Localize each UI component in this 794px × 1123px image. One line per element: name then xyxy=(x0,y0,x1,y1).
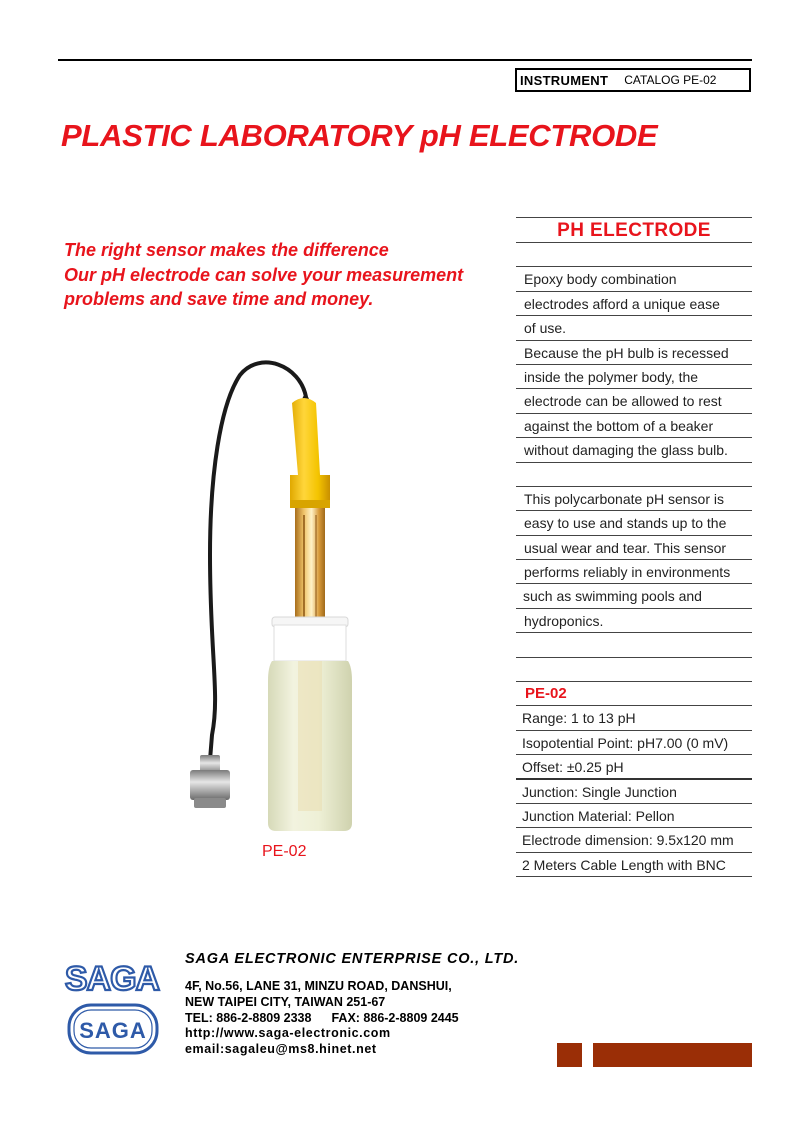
description-line: usual wear and tear. This sensor xyxy=(516,536,752,560)
product-image xyxy=(180,355,380,835)
sidebar-heading: PH ELECTRODE xyxy=(516,217,752,243)
description-line: of use. xyxy=(516,316,752,340)
description-line: performs reliably in environments xyxy=(516,560,752,584)
description-line: against the bottom of a beaker xyxy=(516,414,752,438)
spec-line: Junction: Single Junction xyxy=(516,780,752,804)
tagline xyxy=(64,238,494,312)
tagline-line: problems and save time and money. xyxy=(64,289,374,309)
saga-logo-outline xyxy=(62,958,162,998)
catalog-header-box xyxy=(515,68,751,92)
sidebar-blank-line xyxy=(516,243,752,267)
description-line: inside the polymer body, the xyxy=(516,365,752,389)
ph-electrode-photo xyxy=(180,355,380,835)
page-title: PLASTIC LABORATORY pH ELECTRODE xyxy=(61,118,658,153)
sidebar-blank-line xyxy=(516,633,752,657)
sidebar-blank-line xyxy=(516,463,752,487)
spec-line: Isopotential Point: pH7.00 (0 mV) xyxy=(516,731,752,755)
sidebar-blank-line xyxy=(516,658,752,682)
description-line: This polycarbonate pH sensor is xyxy=(516,487,752,511)
catalog-number: CATALOG PE-02 xyxy=(624,73,717,87)
sidebar-panel xyxy=(516,217,752,877)
tagline-line: Our pH electrode can solve your measurement xyxy=(64,264,464,285)
spec-line: Offset: ±0.25 pH xyxy=(516,755,752,779)
top-rule xyxy=(58,59,752,61)
spec-line: Range: 1 to 13 pH xyxy=(516,706,752,730)
email-link[interactable]: email:sagaleu@ms8.hinet.net xyxy=(185,1042,377,1057)
website-link[interactable]: http://www.saga-electronic.com xyxy=(185,1026,391,1041)
product-caption: PE-02 xyxy=(262,843,307,860)
logo-text-top: SAGA xyxy=(64,960,160,998)
description-line: without damaging the glass bulb. xyxy=(516,438,752,462)
accent-bar-small xyxy=(557,1043,582,1067)
tel-number: TEL: 886-2-8809 2338 xyxy=(185,1010,312,1025)
spec-line: Electrode dimension: 9.5x120 mm xyxy=(516,828,752,852)
contact-phone-line xyxy=(185,1011,459,1027)
description-line: electrode can be allowed to rest xyxy=(516,389,752,413)
fax-number: FAX: 886-2-8809 2445 xyxy=(331,1010,459,1025)
description-line: hydroponics. xyxy=(516,609,752,633)
instrument-label: INSTRUMENT xyxy=(520,72,609,88)
model-heading: PE-02 xyxy=(516,682,752,706)
spec-line: Junction Material: Pellon xyxy=(516,804,752,828)
description-line: such as swimming pools and xyxy=(516,584,752,608)
tagline-line: The right sensor makes the difference xyxy=(64,240,389,260)
company-address xyxy=(185,979,459,1058)
address-line: 4F, No.56, LANE 31, MINZU ROAD, DANSHUI, xyxy=(185,979,452,993)
description-line: Epoxy body combination xyxy=(516,267,752,291)
logo-text-bottom: SAGA xyxy=(79,1018,147,1043)
description-line: easy to use and stands up to the xyxy=(516,511,752,535)
company-name: SAGA ELECTRONIC ENTERPRISE CO., LTD. xyxy=(185,951,520,967)
accent-bar-large xyxy=(593,1043,752,1067)
address-line: NEW TAIPEI CITY, TAIWAN 251-67 xyxy=(185,994,386,1009)
saga-logo-badge xyxy=(67,1003,159,1055)
description-line: electrodes afford a unique ease xyxy=(516,292,752,316)
description-line: Because the pH bulb is recessed xyxy=(516,341,752,365)
spec-line: 2 Meters Cable Length with BNC xyxy=(516,853,752,877)
